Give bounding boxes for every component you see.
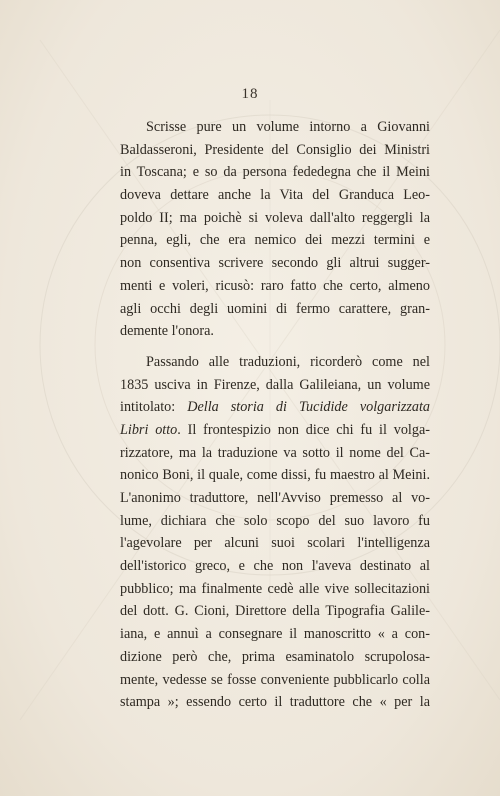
italic-title: Libri otto — [120, 421, 178, 438]
text-line: in Toscana; e so da persona fededegna che il Meini — [120, 164, 430, 181]
page-number: 18 — [241, 86, 259, 102]
text-line: l'agevolare per alcuni suoi scolari l'intelligenza — [120, 535, 430, 552]
text-line: penna, egli, che era nemico dei mezzi termini e — [120, 232, 430, 249]
text-line: nonico Boni, il quale, come dissi, fu maestro al Meini. — [120, 467, 430, 484]
text-line-with-title — [120, 396, 430, 419]
text-line: non consentiva scrivere secondo gli altrui sugger- — [120, 255, 430, 272]
text-line: Passando alle traduzioni, ricorderò come nel — [146, 353, 430, 370]
paragraph — [120, 116, 430, 343]
text-line: demente l'onora. — [120, 323, 214, 340]
text-line: 1835 usciva in Firenze, dalla Galileiana, un volume — [120, 376, 430, 393]
text-line: pubblico; ma finalmente cedè alle vive sollecitazioni — [120, 580, 430, 597]
text-line: Baldasseroni, Presidente del Consiglio dei Ministri — [120, 141, 430, 158]
text-fragment: intitolato: — [120, 399, 176, 416]
text-line: menti e voleri, ricusò: raro fatto che certo, almeno — [120, 277, 430, 294]
text-line: Scrisse pure un volume intorno a Giovanni — [146, 119, 430, 135]
text-line: dell'istorico greco, e che non l'aveva destinato al — [120, 558, 430, 575]
italic-title: Della storia di Tucidide volgarizzata — [187, 399, 430, 416]
text-line: stampa »; essendo certo il traduttore che « per la — [120, 694, 430, 711]
text-line: rizzatore, ma la traduzione va sotto il nome del Ca- — [120, 444, 430, 461]
text-line: L'anonimo traduttore, nell'Avviso premesso al vo- — [120, 490, 430, 506]
text-line: lume, dichiara che solo scopo del suo lavoro fu — [120, 512, 430, 529]
text-line: doveva dettare anche la Vita del Granduca Leo- — [120, 187, 430, 204]
text-line: agli occhi degli uomini di fermo carattere, gran- — [120, 300, 430, 317]
body-text — [120, 116, 430, 714]
text-line: Libri otto. Il frontespizio non dice chi fu il volga- — [120, 421, 430, 438]
text-line: poldo II; ma poichè si voleva dall'alto reggergli la — [120, 209, 430, 226]
text-line: iana, e annuì a consegnare il manoscritto « a con- — [120, 626, 430, 643]
text-line: mente, vedesse se fosse conveniente pubblicarlo colla — [120, 671, 430, 688]
text-line: dizione però che, prima esaminatolo scrupolosa- — [120, 648, 430, 665]
text-line: del dott. G. Cioni, Direttore della Tipografia Galile- — [120, 603, 430, 620]
paragraph — [120, 351, 430, 714]
